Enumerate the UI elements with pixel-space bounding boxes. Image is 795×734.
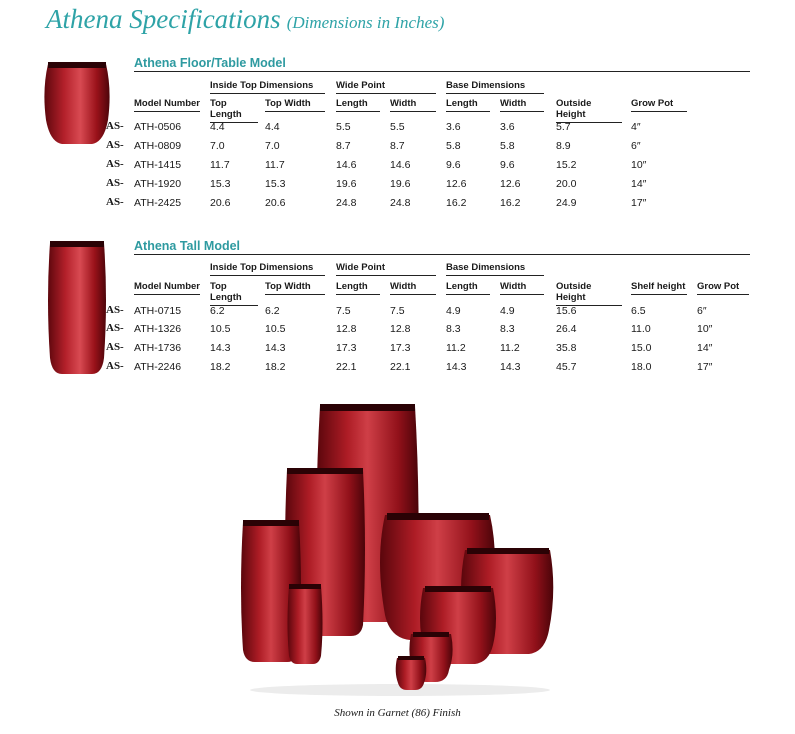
column-header: Shelf height — [631, 281, 687, 295]
table-cell: 22.1 — [390, 361, 411, 373]
table-cell: 20.0 — [556, 178, 577, 190]
table-cell: 16.2 — [446, 197, 467, 209]
title-main: Athena Specifications — [46, 4, 281, 34]
table-cell: 17.3 — [336, 342, 357, 354]
model-number-cell: ATH-2246 — [134, 361, 182, 373]
model-prefix: AS- — [106, 304, 124, 316]
title-subtitle: (Dimensions in Inches) — [286, 13, 445, 32]
table-cell: 24.9 — [556, 197, 577, 209]
model-number-cell: ATH-2425 — [134, 197, 182, 209]
table-cell: 10.5 — [210, 323, 231, 335]
table-cell: 8.3 — [446, 323, 461, 335]
table-cell: 14.3 — [446, 361, 467, 373]
model-number-cell: ATH-1326 — [134, 323, 182, 335]
table-cell: 8.9 — [556, 140, 571, 152]
table-cell: 14″ — [631, 178, 647, 190]
column-header: Grow Pot — [631, 98, 687, 112]
table-cell: 45.7 — [556, 361, 577, 373]
column-header: Length — [446, 98, 490, 112]
column-header: Length — [446, 281, 490, 295]
model-number-cell: ATH-0715 — [134, 305, 182, 317]
table-cell: 14.3 — [265, 342, 286, 354]
table-cell: 6.2 — [210, 305, 225, 317]
table-cell: 16.2 — [500, 197, 521, 209]
table-cell: 15.2 — [556, 159, 577, 171]
table-cell: 26.4 — [556, 323, 577, 335]
model-prefix: AS- — [106, 177, 124, 189]
table-cell: 12.6 — [500, 178, 521, 190]
column-header: Width — [390, 98, 436, 112]
table-cell: 4.4 — [210, 121, 225, 133]
table-cell: 12.6 — [446, 178, 467, 190]
column-header: Length — [336, 98, 380, 112]
table-cell: 20.6 — [210, 197, 231, 209]
column-header: Grow Pot — [697, 281, 749, 295]
table-cell: 6.5 — [631, 305, 646, 317]
table-cell: 10.5 — [265, 323, 286, 335]
table-cell: 7.0 — [265, 140, 280, 152]
table-cell: 11.0 — [631, 323, 651, 335]
column-header: Top Length — [210, 281, 258, 306]
table-cell: 5.7 — [556, 121, 571, 133]
group-wide-point: Wide Point — [336, 80, 436, 94]
table-cell: 14.3 — [210, 342, 231, 354]
table-cell: 15.3 — [265, 178, 286, 190]
table-cell: 5.5 — [390, 121, 405, 133]
table-cell: 14.6 — [336, 159, 357, 171]
group-inside-top: Inside Top Dimensions — [210, 262, 325, 276]
model-number-cell: ATH-0809 — [134, 140, 182, 152]
table-cell: 18.2 — [265, 361, 286, 373]
model-number-cell: ATH-1415 — [134, 159, 182, 171]
table-cell: 7.0 — [210, 140, 225, 152]
table-cell: 8.7 — [336, 140, 351, 152]
model-prefix: AS- — [106, 120, 124, 132]
model-prefix: AS- — [106, 360, 124, 372]
table-cell: 18.2 — [210, 361, 231, 373]
table-cell: 7.5 — [336, 305, 351, 317]
page-title — [46, 4, 444, 35]
tall-model-image — [46, 240, 108, 376]
model-number-cell: ATH-1920 — [134, 178, 182, 190]
table-cell: 8.3 — [500, 323, 515, 335]
table-cell: 17.3 — [390, 342, 411, 354]
table-cell: 3.6 — [500, 121, 515, 133]
table-cell: 8.7 — [390, 140, 405, 152]
table-cell: 22.1 — [336, 361, 357, 373]
table-cell: 4″ — [631, 121, 641, 133]
column-header: Model Number — [134, 98, 200, 112]
table-cell: 17″ — [631, 197, 647, 209]
group-wide-point: Wide Point — [336, 262, 436, 276]
column-header: Width — [500, 98, 544, 112]
model-prefix: AS- — [106, 158, 124, 170]
model-prefix: AS- — [106, 196, 124, 208]
table-cell: 35.8 — [556, 342, 577, 354]
group-inside-top: Inside Top Dimensions — [210, 80, 325, 94]
table-cell: 15.6 — [556, 305, 577, 317]
column-header: Top Width — [265, 98, 325, 112]
column-header: Top Width — [265, 281, 325, 295]
floor-model-image — [42, 60, 112, 146]
model-prefix: AS- — [106, 322, 124, 334]
table-cell: 4.9 — [500, 305, 515, 317]
table-cell: 4.4 — [265, 121, 280, 133]
photo-caption: Shown in Garnet (86) Finish — [334, 707, 461, 719]
table-cell: 5.8 — [500, 140, 515, 152]
model-number-cell: ATH-1736 — [134, 342, 182, 354]
garnet-pots-photo — [235, 400, 565, 700]
table-cell: 10″ — [697, 323, 713, 335]
table-cell: 14.6 — [390, 159, 411, 171]
model-prefix: AS- — [106, 139, 124, 151]
column-header: Outside Height — [556, 98, 622, 123]
table-cell: 9.6 — [446, 159, 461, 171]
table-cell: 6″ — [631, 140, 641, 152]
column-header: Width — [390, 281, 436, 295]
table-cell: 7.5 — [390, 305, 405, 317]
table-cell: 15.3 — [210, 178, 231, 190]
column-header: Length — [336, 281, 380, 295]
table-cell: 18.0 — [631, 361, 652, 373]
table-cell: 14.3 — [500, 361, 521, 373]
table-cell: 5.5 — [336, 121, 351, 133]
table-cell: 14″ — [697, 342, 713, 354]
group-base: Base Dimensions — [446, 262, 544, 276]
column-header: Width — [500, 281, 544, 295]
table-cell: 24.8 — [390, 197, 411, 209]
table-cell: 20.6 — [265, 197, 286, 209]
table-cell: 15.0 — [631, 342, 652, 354]
model-number-cell: ATH-0506 — [134, 121, 182, 133]
table-cell: 11.2 — [446, 342, 466, 354]
table-cell: 12.8 — [390, 323, 411, 335]
table-cell: 10″ — [631, 159, 647, 171]
floor-model-heading: Athena Floor/Table Model — [134, 56, 750, 72]
column-header: Top Length — [210, 98, 258, 123]
table-cell: 24.8 — [336, 197, 357, 209]
group-base: Base Dimensions — [446, 80, 544, 94]
table-cell: 4.9 — [446, 305, 461, 317]
column-header: Outside Height — [556, 281, 622, 306]
table-cell: 12.8 — [336, 323, 357, 335]
table-cell: 19.6 — [336, 178, 357, 190]
column-header: Model Number — [134, 281, 200, 295]
table-cell: 6.2 — [265, 305, 280, 317]
table-cell: 3.6 — [446, 121, 461, 133]
table-cell: 9.6 — [500, 159, 515, 171]
table-cell: 11.7 — [210, 159, 230, 171]
table-cell: 17″ — [697, 361, 713, 373]
table-cell: 19.6 — [390, 178, 411, 190]
table-cell: 11.2 — [500, 342, 520, 354]
model-prefix: AS- — [106, 341, 124, 353]
tall-model-heading: Athena Tall Model — [134, 239, 750, 255]
table-cell: 6″ — [697, 305, 707, 317]
table-cell: 11.7 — [265, 159, 285, 171]
table-cell: 5.8 — [446, 140, 461, 152]
